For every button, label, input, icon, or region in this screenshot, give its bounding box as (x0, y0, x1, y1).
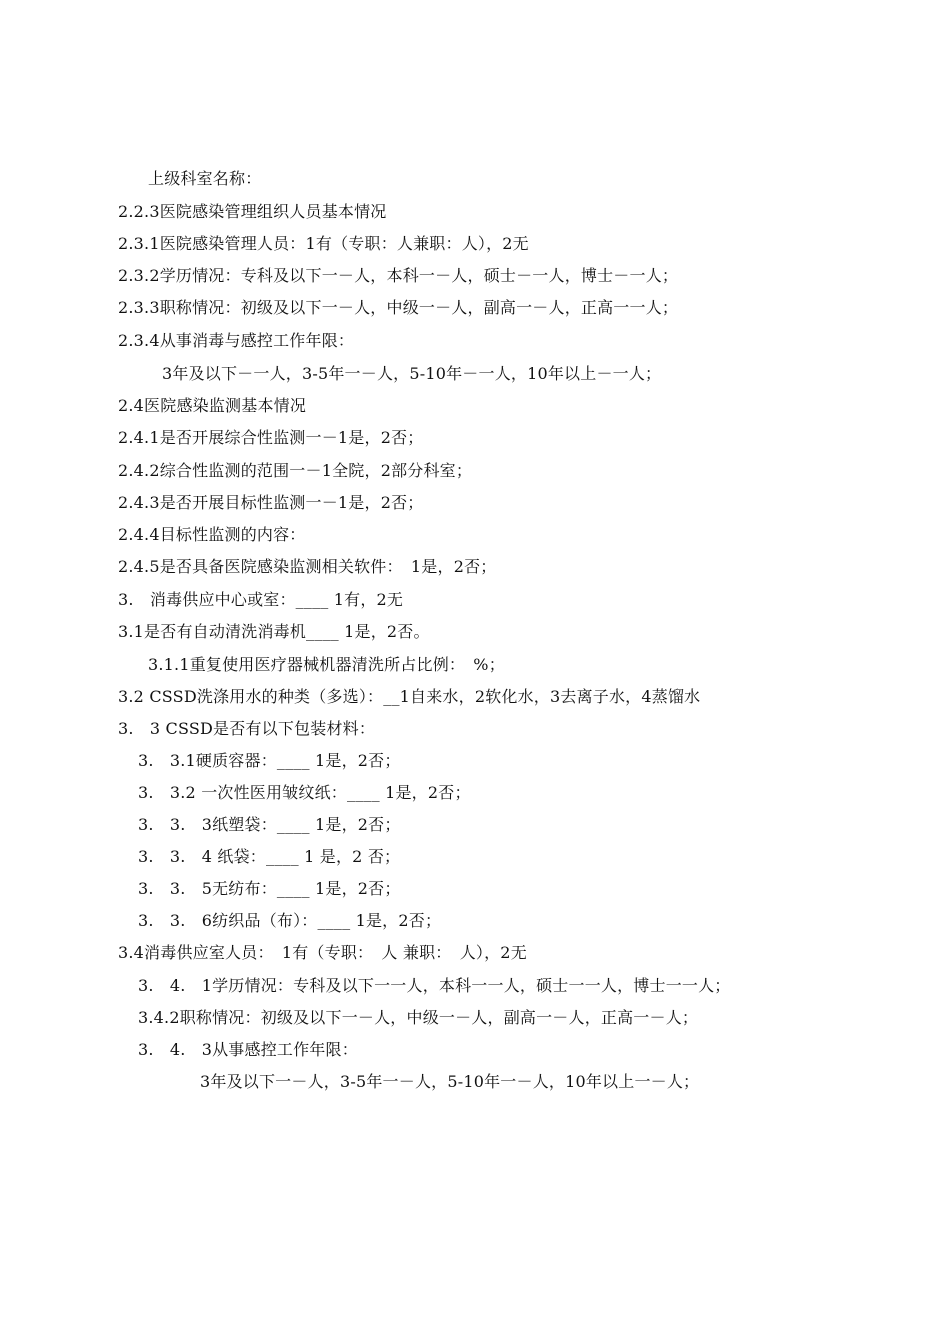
section-3-3-5-line: 3. 3. 5无纺布：____ 1是，2否； (138, 879, 401, 898)
section-3-4-3-years-line: 3年及以下一－人，3-5年一－人，5-10年一－人，10年以上一－人； (200, 1072, 700, 1091)
section-2-3-3-line: 2.3.3职称情况：初级及以下一－人，中级一－人，副高一－人，正高一一人； (118, 298, 679, 317)
section-3-4-2-line: 3.4.2职称情况：初级及以下一－人，中级一－人，副高一－人，正高一－人； (138, 1008, 699, 1027)
section-3-3-4-line: 3. 3. 4 纸袋：____ 1 是，2 否； (138, 847, 401, 866)
section-2-4-3-line: 2.4.3是否开展目标性监测一－1是，2否； (118, 493, 424, 512)
section-2-4-heading: 2.4医院感染监测基本情况 (118, 396, 307, 415)
section-3-3-2-line: 3. 3.2 一次性医用皱纹纸：____ 1是，2否； (138, 783, 471, 802)
section-3-1-line: 3.1是否有自动清洗消毒机____ 1是，2否。 (118, 622, 430, 641)
section-3-1-1-line: 3.1.1重复使用医疗器械机器清洗所占比例： %； (148, 655, 505, 674)
section-3-3-3-line: 3. 3. 3纸塑袋：____ 1是，2否； (138, 815, 401, 834)
section-3-4-line: 3.4消毒供应室人员： 1有（专职： 人 兼职： 人），2无 (118, 943, 527, 962)
superior-department-label: 上级科室名称： (148, 169, 262, 188)
section-2-2-3-heading: 2.2.3医院感染管理组织人员基本情况 (118, 202, 387, 221)
section-2-4-5-line: 2.4.5是否具备医院感染监测相关软件： 1是，2否； (118, 557, 497, 576)
section-2-3-4-years-line: 3年及以下－一人，3-5年一－人，5-10年－一人，10年以上－一人； (162, 364, 662, 383)
section-2-3-1-line: 2.3.1医院感染管理人员：1有（专职：人兼职：人），2无 (118, 234, 529, 253)
section-2-4-1-line: 2.4.1是否开展综合性监测一－1是，2否； (118, 428, 424, 447)
section-2-4-4-line: 2.4.4目标性监测的内容： (118, 525, 306, 544)
section-3-line: 3. 消毒供应中心或室：____ 1有，2无 (118, 590, 404, 609)
section-2-3-2-line: 2.3.2学历情况：专科及以下一－人，本科一－人，硕士－一人，博士－一人； (118, 266, 679, 285)
section-3-4-1-line: 3. 4. 1学历情况：专科及以下一一人，本科一一人，硕士一一人，博士一一人； (138, 976, 731, 995)
section-3-3-6-line: 3. 3. 6纺织品（布）：____ 1是，2否； (138, 911, 442, 930)
section-2-3-4-line: 2.3.4从事消毒与感控工作年限： (118, 331, 355, 350)
section-3-4-3-line: 3. 4. 3从事感控工作年限： (138, 1040, 358, 1059)
section-3-2-line: 3.2 CSSD洗涤用水的种类（多选）：__1自来水，2软化水，3去离子水，4蒸馏水 (118, 687, 701, 706)
section-3-3-line: 3. 3 CSSD是否有以下包装材料： (118, 719, 376, 738)
section-2-4-2-line: 2.4.2综合性监测的范围一－1全院，2部分科室； (118, 461, 473, 480)
section-3-3-1-line: 3. 3.1硬质容器：____ 1是，2否； (138, 751, 401, 770)
